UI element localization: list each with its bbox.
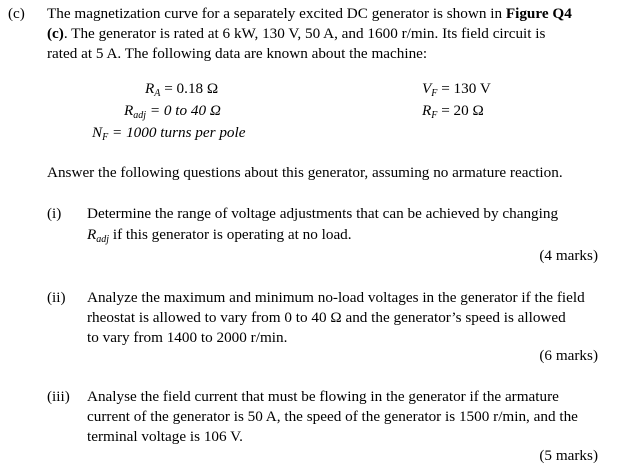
question-1-line-1: Determine the range of voltage adjustments that can be achieved by changing <box>87 205 559 222</box>
equation-vf <box>422 79 491 99</box>
equation-vf-symbol: V <box>422 80 432 97</box>
intro-line-2-text: . The generator is rated at 6 kW, 130 V, 50 A, and 1600 r/min. Its field circuit is <box>63 25 546 42</box>
intro-line-2 <box>47 24 600 44</box>
question-1-subscript: adj <box>96 234 110 245</box>
question-1-line-2-text: if this generator is operating at no load. <box>109 226 352 243</box>
figure-reference: Figure Q4 <box>505 5 572 22</box>
question-3-number: (iii) <box>47 388 70 405</box>
question-1-number: (i) <box>47 205 62 222</box>
equation-vf-subscript: F <box>431 88 438 99</box>
equation-nf-symbol: N <box>92 124 103 141</box>
question-2-line-3: to vary from 1400 to 2000 r/min. <box>87 329 288 346</box>
question-3-line-1: Analyse the field current that must be flowing in the generator if the armature <box>87 388 559 405</box>
equation-nf-subscript: F <box>102 132 109 143</box>
question-2-line-2: rheostat is allowed to vary from 0 to 40 Ω and the generator’s speed is allowed <box>87 309 566 326</box>
equation-vf-value: = 130 V <box>437 80 491 97</box>
question-3-line-3: terminal voltage is 106 V. <box>87 428 243 445</box>
question-2-line-1: Analyze the maximum and minimum no-load voltages in the generator if the field <box>87 289 585 306</box>
equation-radj-symbol: R <box>124 102 134 119</box>
question-1-symbol: R <box>87 226 97 243</box>
part-label: (c) <box>8 5 25 22</box>
intro-line-1-text: The magnetization curve for a separately excited DC generator is shown in <box>47 5 506 22</box>
question-2-marks: (6 marks) <box>539 347 598 364</box>
equation-rf-subscript: F <box>431 110 438 121</box>
intro-line-1 <box>47 4 600 24</box>
equation-radj <box>124 101 221 121</box>
question-2-number: (ii) <box>47 289 66 306</box>
equation-rf <box>422 101 484 121</box>
equation-nf <box>92 123 245 143</box>
intro-line-3: rated at 5 A. The following data are known about the machine: <box>47 45 428 62</box>
equation-rf-value: = 20 Ω <box>437 102 484 119</box>
equation-ra-subscript: A <box>154 88 161 99</box>
question-3-line-2: current of the generator is 50 A, the speed of the generator is 1500 r/min, and the <box>87 408 578 425</box>
question-3-marks: (5 marks) <box>539 447 598 464</box>
equation-ra-symbol: R <box>145 80 155 97</box>
equation-ra <box>145 79 218 99</box>
equation-radj-subscript: adj <box>133 110 147 121</box>
equation-ra-value: = 0.18 Ω <box>160 80 219 97</box>
equation-rf-symbol: R <box>422 102 432 119</box>
figure-reference-part: (c) <box>47 25 64 42</box>
equation-nf-value: = 1000 turns per pole <box>108 124 246 141</box>
question-1-marks: (4 marks) <box>539 247 598 264</box>
equation-radj-value: = 0 to 40 Ω <box>146 102 221 119</box>
instruction-text: Answer the following questions about this generator, assuming no armature reaction. <box>47 164 563 181</box>
question-1-line-2 <box>87 225 352 245</box>
